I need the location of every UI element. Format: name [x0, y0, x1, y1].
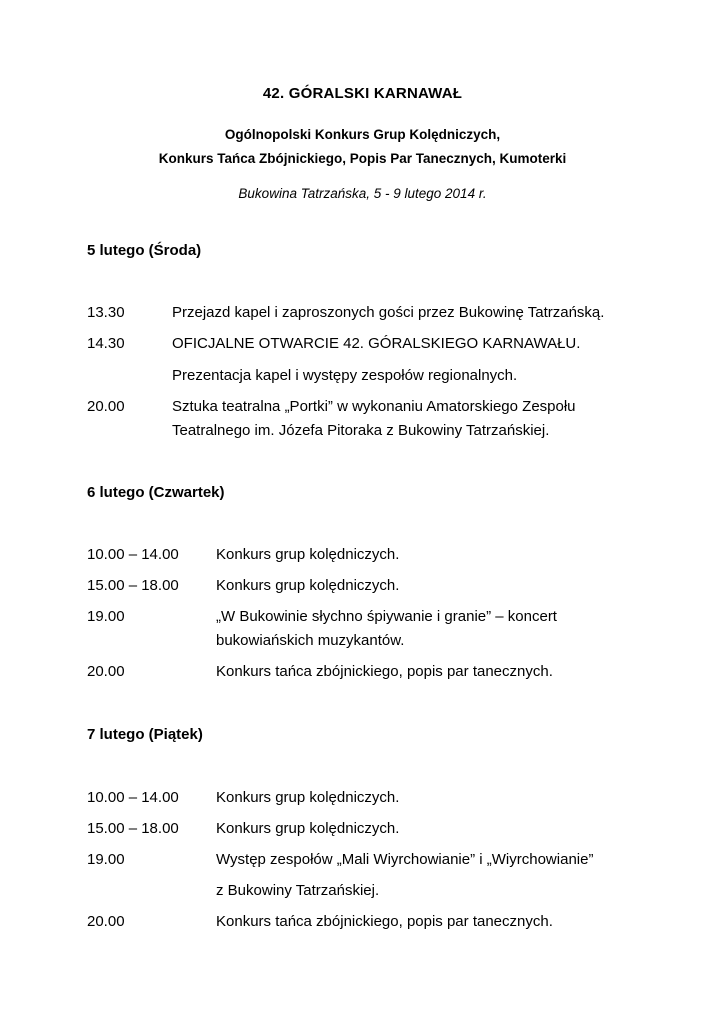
event-time: 20.00 [87, 398, 125, 415]
event-description: Prezentacja kapel i występy zespołów regionalnych. [172, 367, 518, 384]
subtitle-line-1: Ogólnopolski Konkurs Grup Kolędniczych, [224, 127, 501, 142]
event-time: 19.00 [87, 608, 125, 625]
event-time: 13.30 [87, 304, 125, 321]
event-description: z Bukowiny Tatrzańskiej. [216, 882, 380, 899]
event-time: 10.00 – 14.00 [87, 789, 179, 806]
event-description: Przejazd kapel i zaproszonych gości przez Bukowinę Tatrzańską. [172, 304, 605, 321]
event-description: Konkurs grup kolędniczych. [216, 546, 400, 563]
day-heading: 7 lutego (Piątek) [87, 726, 203, 743]
event-description: Konkurs grup kolędniczych. [216, 820, 400, 837]
subtitle-line-2: Konkurs Tańca Zbójnickiego, Popis Par Tanecznych, Kumoterki [158, 151, 567, 166]
event-time: 20.00 [87, 913, 125, 930]
event-description-continued: Teatralnego im. Józefa Pitoraka z Bukowiny Tatrzańskiej. [172, 422, 550, 439]
event-description: „W Bukowinie słychno śpiywanie i granie” – koncert [216, 608, 557, 625]
event-description-continued: bukowiańskich muzykantów. [216, 632, 405, 649]
event-description: Konkurs grup kolędniczych. [216, 789, 400, 806]
event-description: OFICJALNE OTWARCIE 42. GÓRALSKIEGO KARNAWAŁU. [172, 335, 581, 352]
place-date: Bukowina Tatrzańska, 5 - 9 lutego 2014 r. [238, 186, 487, 201]
event-time: 19.00 [87, 851, 125, 868]
day-heading: 6 lutego (Czwartek) [87, 484, 225, 501]
event-time: 14.30 [87, 335, 125, 352]
event-description: Konkurs grup kolędniczych. [216, 577, 400, 594]
event-description: Występ zespołów „Mali Wiyrchowianie” i „Wiyrchowianie” [216, 851, 594, 868]
event-time: 20.00 [87, 663, 125, 680]
page-title: 42. GÓRALSKI KARNAWAŁ [262, 85, 463, 102]
event-description: Sztuka teatralna „Portki” w wykonaniu Amatorskiego Zespołu [172, 398, 576, 415]
event-description: Konkurs tańca zbójnickiego, popis par tanecznych. [216, 663, 553, 680]
day-heading: 5 lutego (Środa) [87, 242, 202, 259]
event-time: 10.00 – 14.00 [87, 546, 179, 563]
event-time: 15.00 – 18.00 [87, 820, 179, 837]
event-description: Konkurs tańca zbójnickiego, popis par tanecznych. [216, 913, 553, 930]
event-time: 15.00 – 18.00 [87, 577, 179, 594]
